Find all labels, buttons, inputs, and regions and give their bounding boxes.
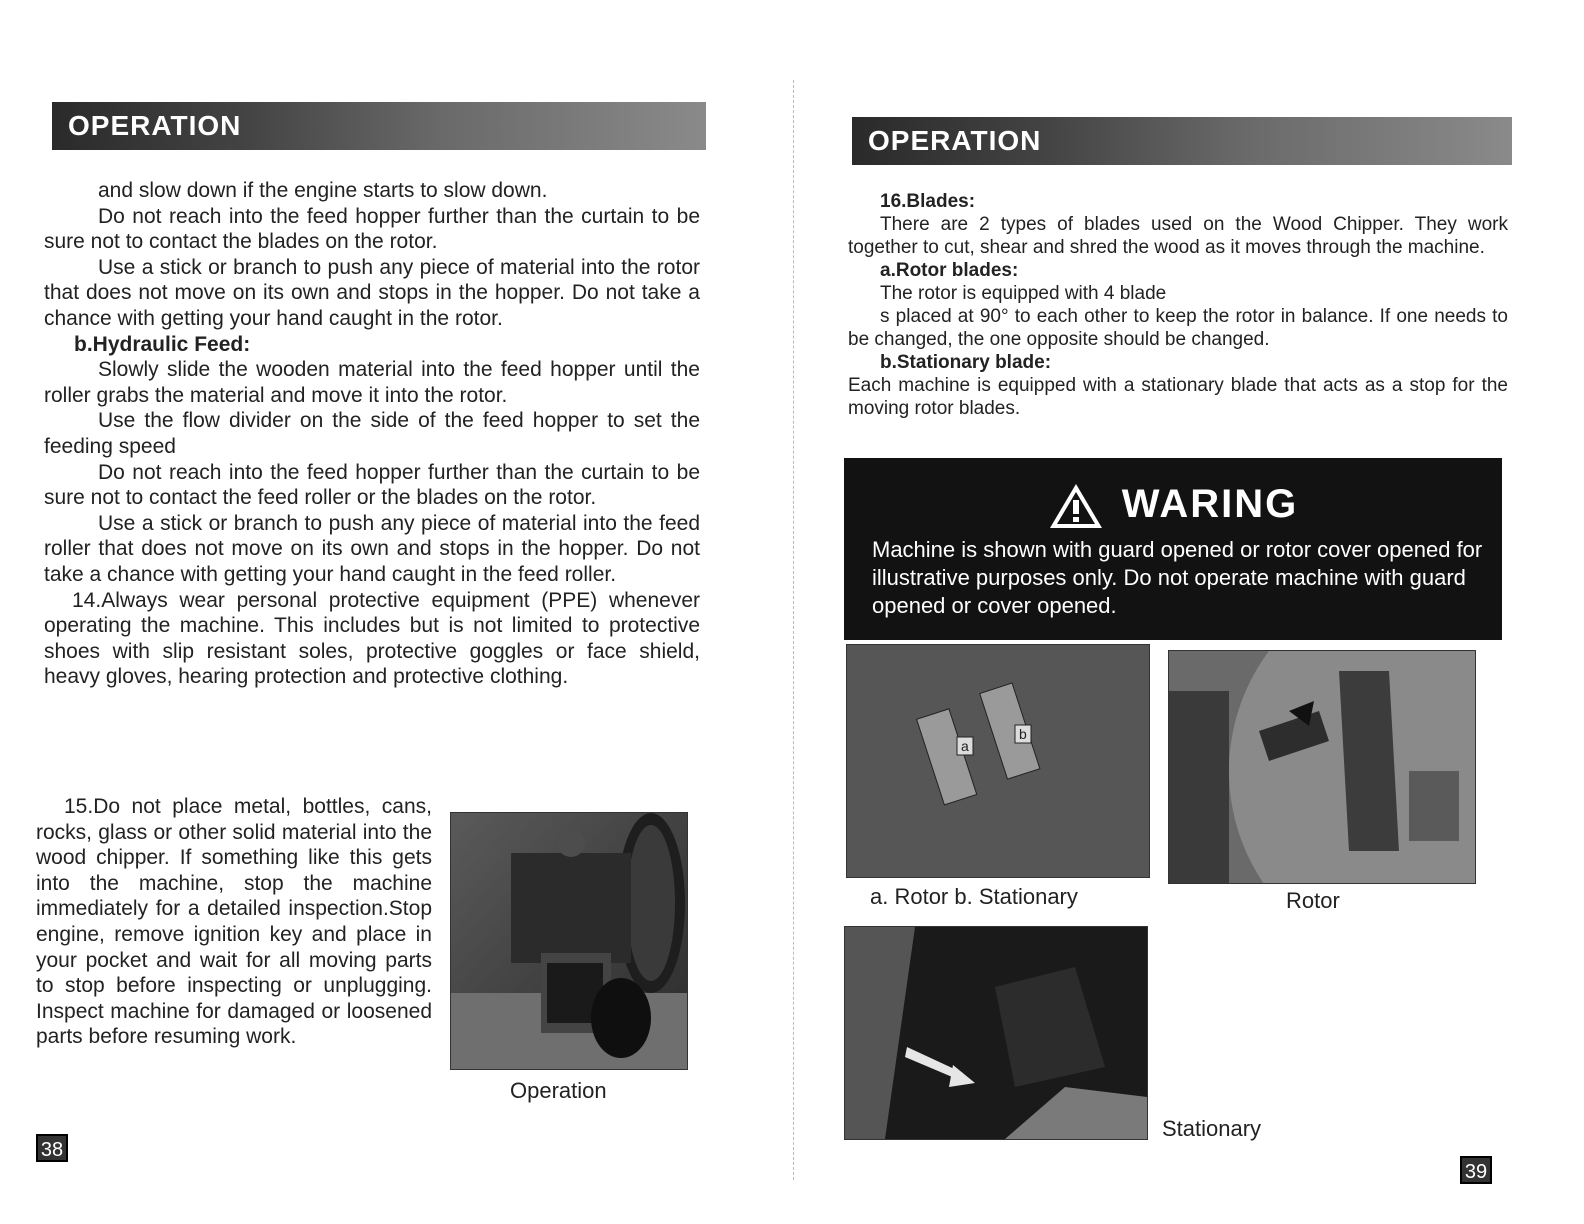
page-number: 38 bbox=[36, 1134, 68, 1162]
paragraph: Do not reach into the feed hopper further than the curtain to be sure not to contact the blades on the rotor. bbox=[44, 204, 700, 254]
right-body-text bbox=[848, 190, 1508, 420]
rotor-blades-heading: a.Rotor blades: bbox=[880, 260, 1019, 281]
stationary-photo bbox=[844, 926, 1148, 1140]
stationary-blade-text: Each machine is equipped with a stationary blade that acts as a stop for the moving rotor blades. bbox=[848, 375, 1508, 419]
blades-photo bbox=[846, 644, 1150, 878]
left-body-text-lower bbox=[36, 794, 432, 1050]
blades-caption: a. Rotor b. Stationary bbox=[870, 884, 1078, 909]
paragraph: Use a stick or branch to push any piece of material into the rotor that does not move on its own and stops in the hopper. Do not take a chance with getting your hand caught in the rotor. bbox=[44, 255, 700, 330]
stationary-caption: Stationary bbox=[1162, 1116, 1262, 1141]
rotor-blades-line1: The rotor is equipped with 4 blade bbox=[880, 283, 1167, 304]
right-page-header: OPERATION bbox=[852, 117, 1512, 165]
page-number: 39 bbox=[1460, 1156, 1492, 1184]
paragraph: Use a stick or branch to push any piece of material into the feed roller that does not move on its own and stops in the hopper. Do not take a chance with getting your hand caught in the feed roller. bbox=[44, 511, 700, 586]
blades-intro: There are 2 types of blades used on the Wood Chipper. They work together to cut, shear and shred the wood as it moves through the machine. bbox=[848, 214, 1508, 258]
warning-title: WARING bbox=[1121, 482, 1299, 526]
rotor-caption: Rotor bbox=[1286, 888, 1340, 913]
warning-text: Machine is shown with guard opened or rotor cover opened for illustrative purposes only. Do not operate machine with guard opened or cover opened. bbox=[872, 537, 1483, 618]
left-page-header: OPERATION bbox=[52, 102, 706, 150]
hydraulic-feed-heading: b.Hydraulic Feed: bbox=[74, 332, 251, 356]
warning-title-row bbox=[844, 482, 1502, 530]
ppe-paragraph: 14.Always wear personal protective equipment (PPE) whenever operating the machine. This includes but is not limited to protective shoes with slip resistant soles, protective goggles or face shield, heavy gloves, hearing protection and protective clothing. bbox=[44, 588, 700, 689]
paragraph: Do not reach into the feed hopper further than the curtain to be sure not to contact the feed roller or the blades on the rotor. bbox=[44, 460, 700, 510]
operation-caption: Operation bbox=[510, 1078, 607, 1103]
stationary-blade-heading: b.Stationary blade: bbox=[880, 352, 1052, 373]
right-page bbox=[790, 0, 1584, 1224]
rotor-blades-line2: s placed at 90° to each other to keep the rotor in balance. If one needs to be changed, the one opposite should be changed. bbox=[848, 306, 1508, 350]
paragraph: Slowly slide the wooden material into the feed hopper until the roller grabs the material and move it into the rotor. bbox=[44, 358, 700, 407]
operation-photo bbox=[450, 812, 688, 1070]
blades-section-title: 16.Blades: bbox=[880, 191, 976, 212]
blade-label-a: a bbox=[961, 738, 969, 754]
rotor-photo bbox=[1168, 650, 1476, 884]
warning-box bbox=[844, 458, 1502, 640]
paragraph: Use the flow divider on the side of the feed hopper to set the feeding speed bbox=[44, 409, 700, 458]
blade-label-b: b bbox=[1019, 726, 1027, 742]
warning-triangle-icon bbox=[1048, 482, 1104, 530]
left-page bbox=[0, 0, 780, 1224]
foreign-material-paragraph: 15.Do not place metal, bottles, cans, rocks, glass or other solid material into the wood chipper. If something like this gets into the machine, stop the machine immediately for a detailed inspection.Stop engine, remove ignition key and place in your pocket and wait for all moving parts to stop before inspecting or unplugging. Inspect machine for damaged or loosened parts before resuming work. bbox=[36, 795, 432, 1049]
paragraph: and slow down if the engine starts to slow down. bbox=[98, 179, 548, 202]
left-body-text bbox=[44, 178, 700, 690]
